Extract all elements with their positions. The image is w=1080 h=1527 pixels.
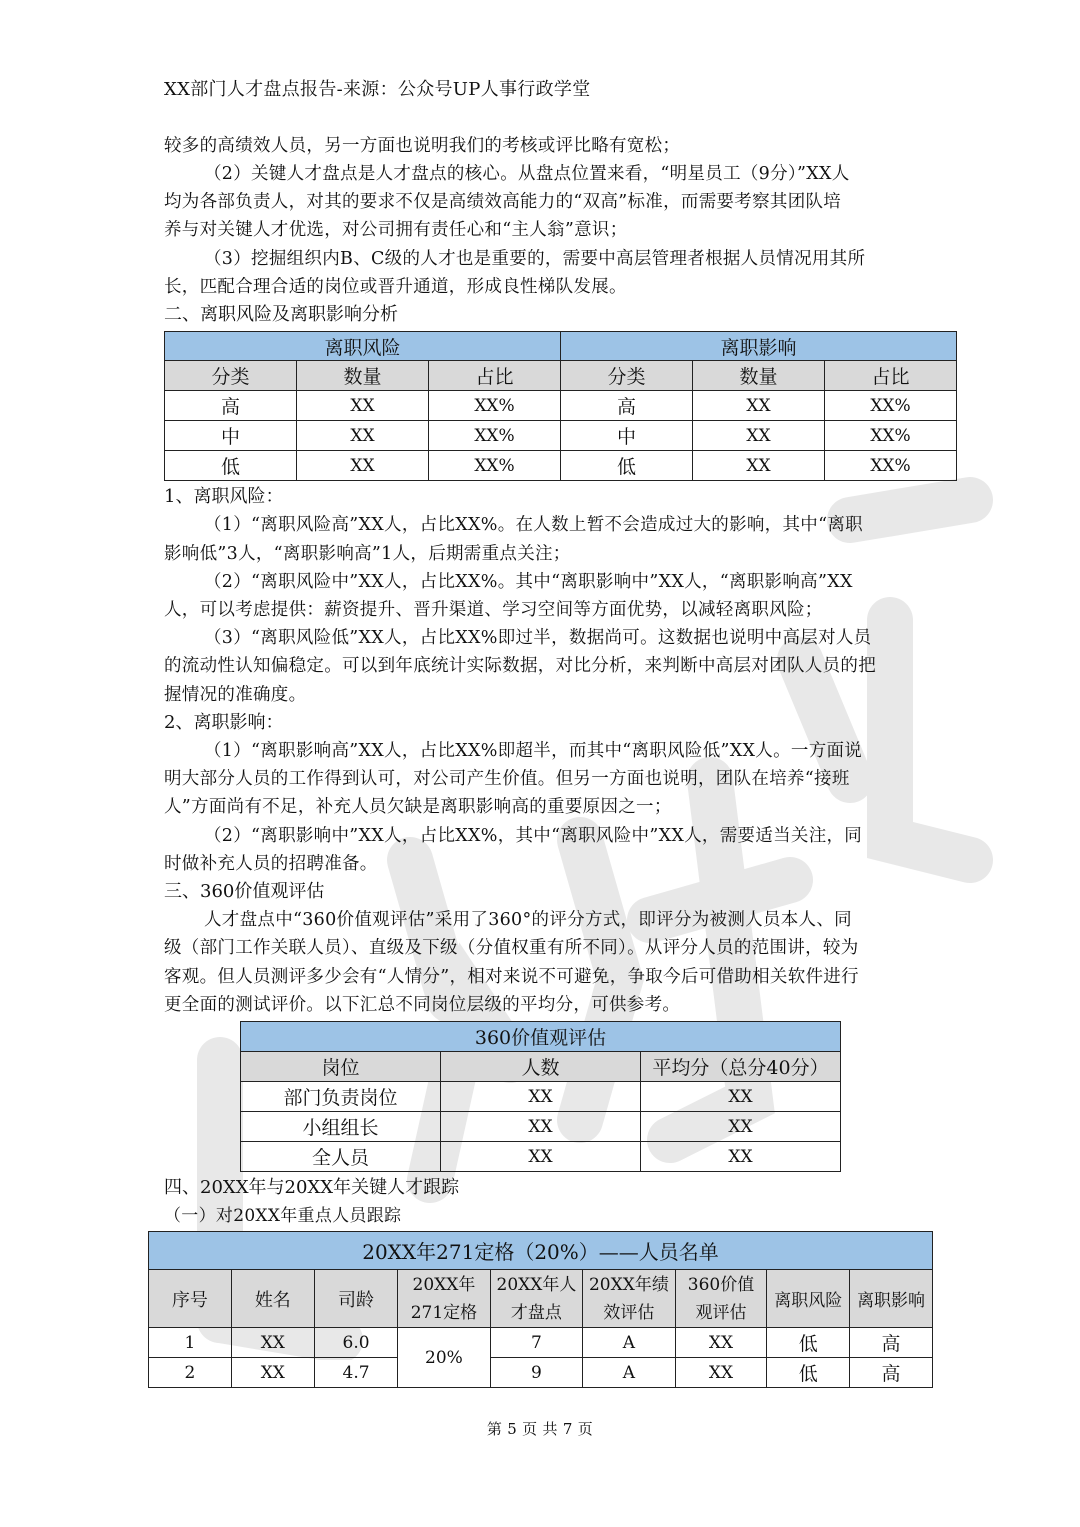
paragraph-line: 较多的高绩效人员，另一方面也说明我们的考核或评比略有宽松； — [164, 136, 681, 156]
paragraph-line: （2）“离职风险中”XX人，占比XX%。其中“离职影响中”XX人，“离职影响高”XX — [204, 572, 853, 592]
table-cell: XX% — [825, 391, 957, 421]
table-cell: 7 — [490, 1328, 582, 1358]
table-cell: XX — [675, 1358, 767, 1388]
table-row — [165, 391, 957, 421]
table-cell: XX — [297, 421, 429, 451]
table-cell: XX% — [429, 391, 561, 421]
table-cell: 部门负责岗位 — [241, 1082, 441, 1112]
section-heading: 四、20XX年与20XX年关键人才跟踪 — [164, 1177, 460, 1198]
paragraph-line: （3）“离职风险低”XX人，占比XX%即过半，数据尚可。这数据也说明中高层对人员 — [204, 628, 872, 648]
table-cell: 4.7 — [314, 1358, 397, 1388]
table-row — [149, 1328, 933, 1358]
table-row — [241, 1082, 841, 1112]
key-talent-table — [148, 1231, 933, 1388]
paragraph-line: 影响低”3人，“离职影响高”1人，后期需重点关注； — [164, 544, 571, 564]
paragraph-line: 长，匹配合理合适的岗位或晋升通道，形成良性梯队发展。 — [164, 277, 627, 297]
column-header: 数量 — [297, 361, 429, 391]
subsection-heading: 1、离职风险： — [164, 486, 284, 507]
paragraph-line: 握情况的准确度。 — [164, 685, 307, 705]
column-header: 姓名 — [231, 1270, 314, 1328]
paragraph-line: （1）“离职影响高”XX人，占比XX%即超半，而其中“离职风险低”XX人。一方面说 — [204, 741, 863, 761]
table-cell: XX — [641, 1142, 841, 1172]
section-heading: 三、360价值观评估 — [164, 881, 325, 902]
column-header: 离职风险 — [767, 1270, 850, 1328]
table-cell: A — [583, 1328, 675, 1358]
table-cell: XX% — [825, 451, 957, 481]
table-cell: XX% — [429, 421, 561, 451]
table-row — [241, 1112, 841, 1142]
paragraph-line: 人才盘点中“360价值观评估”采用了360°的评分方式，即评分为被测人员本人、同 — [204, 910, 852, 930]
column-header: 占比 — [825, 361, 957, 391]
paragraph-line: 明大部分人员的工作得到认可，对公司产生价值。但另一方面也说明，团队在培养“接班 — [164, 769, 850, 789]
values-assessment-table — [240, 1021, 841, 1172]
table-cell: 低 — [165, 451, 297, 481]
table-cell: 1 — [149, 1328, 232, 1358]
table-cell: XX — [641, 1082, 841, 1112]
subsection-heading: （一）对20XX年重点人员跟踪 — [164, 1206, 402, 1226]
table-cell: 全人员 — [241, 1142, 441, 1172]
column-header: 司龄 — [314, 1270, 397, 1328]
table-cell: 2 — [149, 1358, 232, 1388]
column-header: 人数 — [441, 1052, 641, 1082]
table-cell-merged: 20% — [398, 1328, 490, 1388]
table-cell: 低 — [561, 451, 693, 481]
paragraph-line: 级（部门工作关联人员）、直级及下级（分值权重有所不同）。从评分人员的范围讲，较为 — [164, 938, 859, 958]
paragraph-line: 时做补充人员的招聘准备。 — [164, 854, 378, 874]
paragraph-line: （2）“离职影响中”XX人，占比XX%，其中“离职风险中”XX人，需要适当关注，同 — [204, 826, 863, 846]
column-header: 分类 — [165, 361, 297, 391]
table-cell: XX — [693, 451, 825, 481]
table-cell: XX — [441, 1112, 641, 1142]
column-header: 20XX年人才盘点 — [490, 1270, 582, 1328]
paragraph-line: 更全面的测试评价。以下汇总不同岗位层级的平均分，可供参考。 — [164, 995, 681, 1015]
table-cell: 小组组长 — [241, 1112, 441, 1142]
paragraph-line: （2）关键人才盘点是人才盘点的核心。从盘点位置来看，“明星员工（9分）”XX人 — [204, 164, 850, 184]
table-cell: A — [583, 1358, 675, 1388]
column-header: 数量 — [693, 361, 825, 391]
column-header: 20XX年绩效评估 — [583, 1270, 675, 1328]
attrition-table — [164, 331, 957, 481]
table-cell: 高 — [850, 1328, 933, 1358]
group-header-impact: 离职影响 — [561, 332, 957, 361]
column-header: 岗位 — [241, 1052, 441, 1082]
table-cell: XX — [231, 1328, 314, 1358]
table-cell: XX — [231, 1358, 314, 1388]
paragraph-line: 的流动性认知偏稳定。可以到年底统计实际数据，对比分析，来判断中高层对团队人员的把 — [164, 656, 876, 676]
paragraph-line: 人”方面尚有不足，补充人员欠缺是离职影响高的重要原因之一； — [164, 797, 672, 817]
table-row — [241, 1142, 841, 1172]
column-header: 占比 — [429, 361, 561, 391]
table-cell: XX — [693, 391, 825, 421]
table-cell: 高 — [561, 391, 693, 421]
paragraph-line: 均为各部负责人，对其的要求不仅是高绩效高能力的“双高”标准，而需要考察其团队培 — [164, 192, 842, 212]
page-number: 第 5 页 共 7 页 — [486, 1420, 594, 1438]
table-cell: 低 — [767, 1358, 850, 1388]
group-header-risk: 离职风险 — [165, 332, 561, 361]
table-cell: 高 — [850, 1358, 933, 1388]
paragraph-line: （3）挖掘组织内B、C级的人才也是重要的，需要中高层管理者根据人员情况用其所 — [204, 249, 866, 269]
column-header: 序号 — [149, 1270, 232, 1328]
table-cell: 低 — [767, 1328, 850, 1358]
table-cell: XX — [441, 1082, 641, 1112]
table-title: 20XX年271定格（20%）——人员名单 — [149, 1232, 933, 1270]
column-header: 平均分（总分40分） — [641, 1052, 841, 1082]
section-heading: 二、离职风险及离职影响分析 — [164, 304, 398, 325]
table-row — [165, 421, 957, 451]
table-cell: 高 — [165, 391, 297, 421]
table-cell: 9 — [490, 1358, 582, 1388]
table-title: 360价值观评估 — [241, 1022, 841, 1052]
table-row — [149, 1358, 933, 1388]
document-header: XX部门人才盘点报告-来源：公众号UP人事行政学堂 — [164, 79, 591, 100]
paragraph-line: （1）“离职风险高”XX人，占比XX%。在人数上暂不会造成过大的影响，其中“离职 — [204, 515, 863, 535]
paragraph-line: 人，可以考虑提供：薪资提升、晋升渠道、学习空间等方面优势，以减轻离职风险； — [164, 600, 823, 620]
column-header: 分类 — [561, 361, 693, 391]
table-cell: XX — [641, 1112, 841, 1142]
table-row — [165, 451, 957, 481]
table-cell: XX — [297, 391, 429, 421]
table-cell: XX — [693, 421, 825, 451]
paragraph-line: 养与对关键人才优选，对公司拥有责任心和“主人翁”意识； — [164, 220, 628, 240]
column-header: 20XX年271定格 — [398, 1270, 490, 1328]
table-cell: XX% — [429, 451, 561, 481]
table-cell: 中 — [561, 421, 693, 451]
table-cell: XX — [675, 1328, 767, 1358]
table-cell: 中 — [165, 421, 297, 451]
table-cell: XX% — [825, 421, 957, 451]
column-header: 离职影响 — [850, 1270, 933, 1328]
table-cell: XX — [441, 1142, 641, 1172]
table-cell: 6.0 — [314, 1328, 397, 1358]
table-cell: XX — [297, 451, 429, 481]
column-header: 360价值观评估 — [675, 1270, 767, 1328]
paragraph-line: 客观。但人员测评多少会有“人情分”，相对来说不可避免，争取今后可借助相关软件进行 — [164, 967, 859, 987]
subsection-heading: 2、离职影响： — [164, 712, 284, 733]
